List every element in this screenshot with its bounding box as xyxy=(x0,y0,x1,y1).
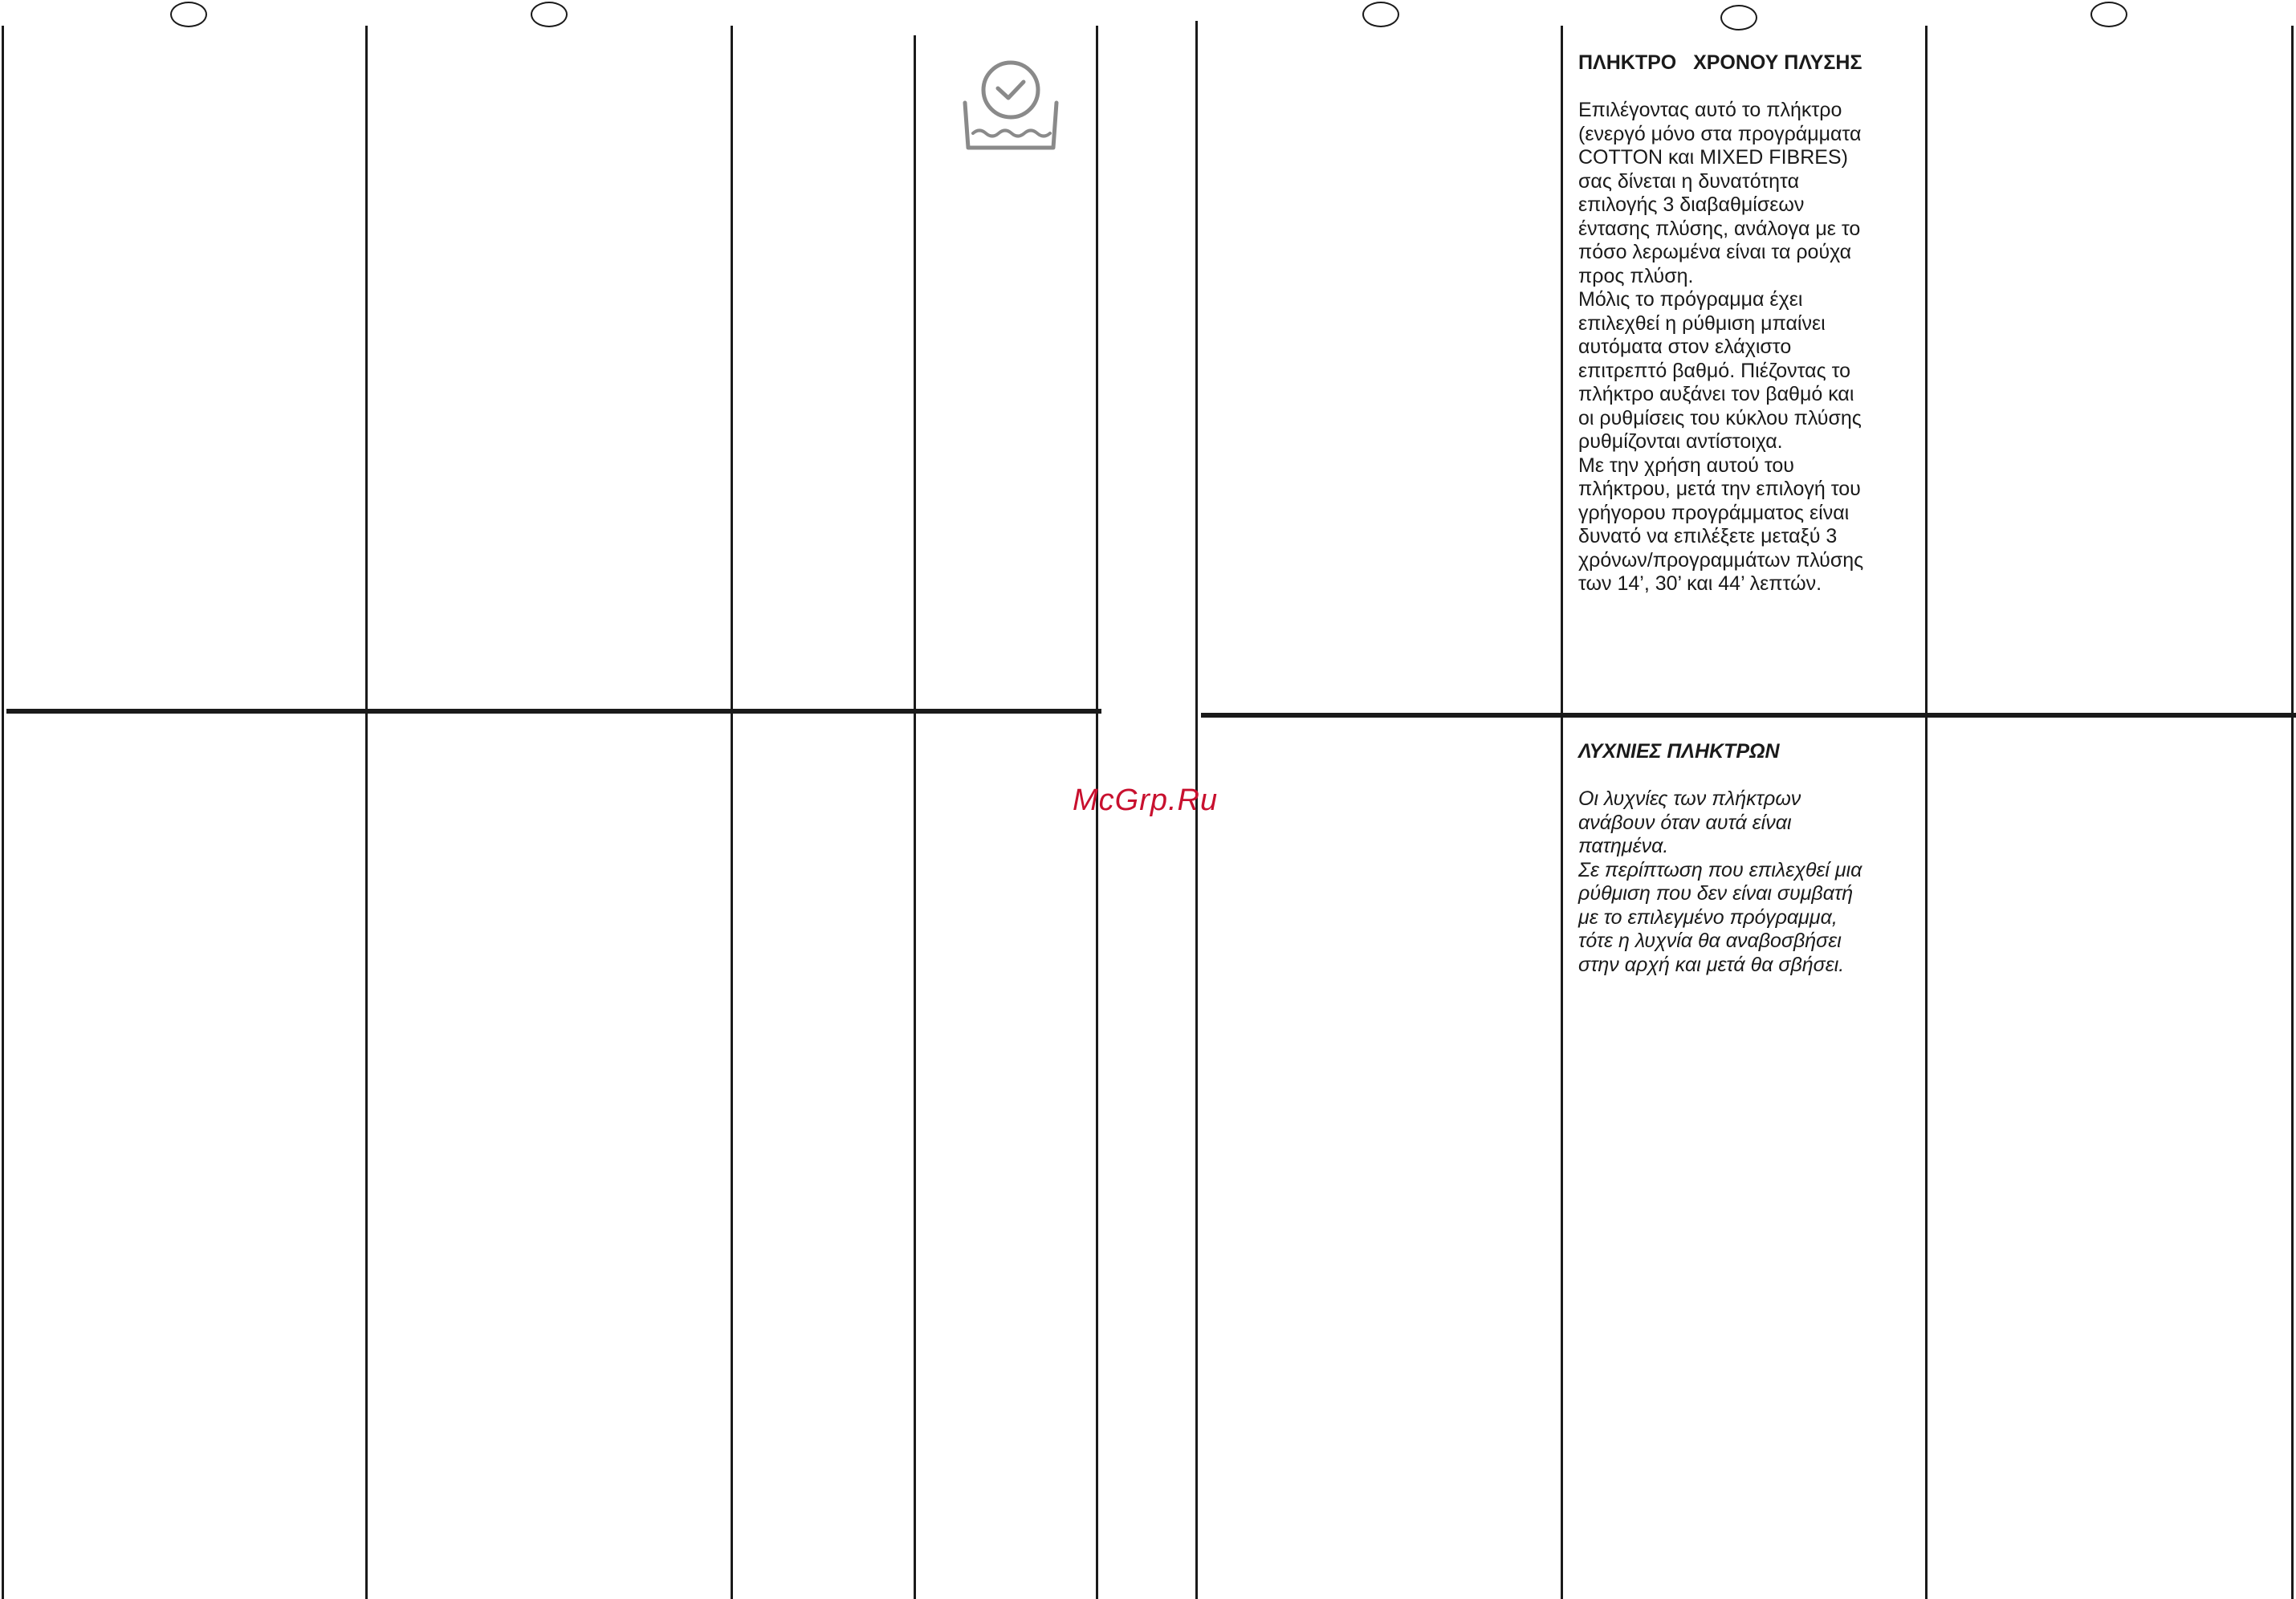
binding-hole-icon xyxy=(170,2,207,27)
watermark-text: McGrp.Ru xyxy=(1073,783,1219,817)
body-text-line: πλήκτρου, μετά την επιλογή του xyxy=(1578,478,1861,500)
body-text-line: Σε περίπτωση που επιλεχθεί μια xyxy=(1578,858,1862,881)
body-text-line: πατημένα. xyxy=(1578,835,1669,857)
section-heading: ΛΥΧΝΙΕΣ ΠΛΗΚΤΡΩΝ xyxy=(1578,740,1780,763)
body-text-line: (ενεργό μόνο στα προγράμματα xyxy=(1578,122,1862,145)
binding-hole-icon xyxy=(1720,5,1757,31)
wash-time-section xyxy=(1578,51,1915,596)
column-divider xyxy=(2,26,4,1599)
body-text-line: γρήγορου προγράμματος είναι xyxy=(1578,501,1850,524)
body-text-line: χρόνων/προγραμμάτων πλύσης xyxy=(1578,548,1864,572)
body-text-line: ρύθμιση που δεν είναι συμβατή xyxy=(1578,882,1854,905)
body-text-line: Οι λυχνίες των πλήκτρων xyxy=(1578,787,1801,810)
body-text-line: πόσο λερωμένα είναι τα ρούχα xyxy=(1578,241,1852,263)
column-divider xyxy=(1925,26,1928,1599)
column-divider xyxy=(914,35,916,1599)
body-text-line: Με την χρήση αυτού του xyxy=(1578,454,1794,477)
body-text-line: πλήκτρο αυξάνει τον βαθμό και xyxy=(1578,383,1854,405)
section-heading: ΠΛΗΚΤΡΟ ΧΡΟΝΟΥ ΠΛΥΣΗΣ xyxy=(1578,51,1862,74)
column-divider xyxy=(1561,26,1563,1599)
binding-hole-icon xyxy=(2090,2,2127,27)
column-divider xyxy=(731,26,733,1599)
binding-hole-icon xyxy=(531,2,568,27)
binding-hole-icon xyxy=(1362,2,1399,27)
wash-tub-clock-icon xyxy=(962,58,1060,154)
body-text-line: επιτρεπτό βαθμό. Πιέζοντας το xyxy=(1578,359,1851,382)
body-text-line: COTTON και MIXED FIBRES) xyxy=(1578,146,1848,169)
body-text-line: ρυθμίζονται αντίστοιχα. xyxy=(1578,430,1783,453)
body-text-line: επιλεχθεί η ρύθμιση μπαίνει xyxy=(1578,311,1826,335)
section-body xyxy=(1578,787,1915,977)
body-text-line: δυνατό να επιλέξετε μεταξύ 3 xyxy=(1578,525,1838,547)
body-text-line: στην αρχή και μετά θα σβήσει. xyxy=(1578,953,1845,976)
row-divider xyxy=(1201,713,2296,718)
body-text-line: αυτόματα στον ελάχιστο xyxy=(1578,336,1792,358)
body-text-line: Επιλέγοντας αυτό το πλήκτρο xyxy=(1578,99,1842,121)
section-body xyxy=(1578,99,1915,596)
body-text-line: με το επιλεγμένο πρόγραμμα, xyxy=(1578,905,1838,929)
row-divider xyxy=(6,709,1101,714)
body-text-line: προς πλύση. xyxy=(1578,264,1694,287)
body-text-line: έντασης πλύσης, ανάλογα με το xyxy=(1578,217,1861,240)
body-text-line: τότε η λυχνία θα αναβοσβήσει xyxy=(1578,930,1842,952)
body-text-line: οι ρυθμίσεις του κύκλου πλύσης xyxy=(1578,406,1862,429)
column-divider xyxy=(365,26,368,1599)
body-text-line: ανάβουν όταν αυτά είναι xyxy=(1578,811,1792,834)
body-text-line: επιλογής 3 διαβαθμίσεων xyxy=(1578,193,1805,216)
body-text-line: των 14’, 30’ και 44’ λεπτών. xyxy=(1578,572,1822,595)
body-text-line: Μόλις το πρόγραμμα έχει xyxy=(1578,288,1803,311)
body-text-line: σας δίνεται η δυνατότητα xyxy=(1578,169,1800,193)
column-divider xyxy=(2291,26,2294,1599)
button-lights-section xyxy=(1578,740,1915,977)
